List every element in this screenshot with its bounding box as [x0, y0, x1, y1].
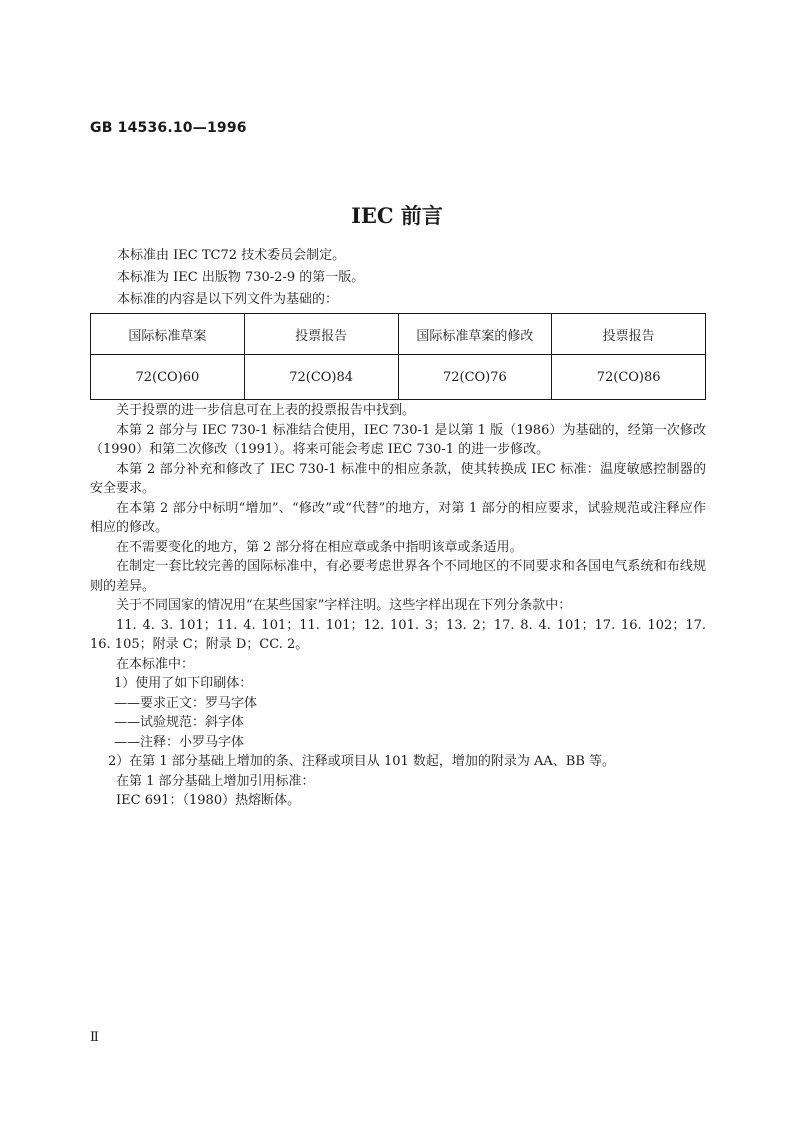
standard-code: GB 14536.10—1996: [90, 120, 247, 136]
list-item: ——试验规范：斜字体: [114, 715, 245, 730]
list-item: ——要求正文：罗马字体: [114, 695, 258, 711]
intro-line: 本标准为 IEC 出版物 730-2-9 的第一版。: [117, 270, 365, 285]
clause-list: 11. 4. 3. 101；11. 4. 101；11. 101；12. 101. 3；13. 2；17. 8. 4. 101；17. 16. 102；17. 16. 105；附录 C；附录 D；CC. 2。: [90, 617, 706, 652]
intro-line: 本标准的内容是以下列文件为基础的：: [117, 292, 339, 307]
table-header-cell: 国际标准草案的修改: [398, 314, 552, 355]
page-number: Ⅱ: [90, 1030, 99, 1045]
table-header-cell: 国际标准草案: [91, 314, 245, 355]
paragraph: 本第 2 部分补充和修改了 IEC 730-1 标准中的相应条款，使其转换成 IEC 标准：温度敏感控制器的安全要求。: [90, 461, 706, 496]
paragraph: 在本标准中：: [116, 656, 195, 672]
table-header-row: [91, 314, 706, 355]
page-title: IEC 前言: [351, 203, 443, 228]
voting-documents-table: [90, 313, 706, 400]
table-header-cell: 投票报告: [552, 314, 706, 355]
paragraph: 在第 1 部分基础上增加引用标准：: [116, 773, 315, 789]
paragraph: 在不需要变化的地方，第 2 部分将在相应章或条中指明该章或条适用。: [116, 539, 523, 555]
list-item: 1）使用了如下印刷体：: [114, 676, 253, 691]
table-cell: 72(CO)60: [91, 355, 245, 400]
paragraph: 关于不同国家的情况用“在某些国家”字样注明。这些字样出现在下列分条款中：: [116, 598, 572, 613]
table-cell: 72(CO)76: [398, 355, 552, 400]
table-cell: 72(CO)86: [552, 355, 706, 400]
body-text: [90, 401, 706, 811]
paragraph: IEC 691：（1980）热熔断体。: [116, 793, 301, 808]
table-row: [91, 355, 706, 400]
list-item: ——注释：小罗马字体: [114, 734, 245, 750]
table-cell: 72(CO)84: [244, 355, 398, 400]
intro-line: 本标准由 IEC TC72 技术委员会制定。: [117, 248, 346, 263]
paragraph: 在本第 2 部分中标明“增加”、“修改”或“代替”的地方，对第 1 部分的相应要求，试验规范或注释应作相应的修改。: [90, 500, 706, 535]
paragraph: 关于投票的进一步信息可在上表的投票报告中找到。: [116, 403, 416, 418]
paragraph: 本第 2 部分与 IEC 730-1 标准结合使用，IEC 730-1 是以第 1 版（1986）为基础的，经第一次修改（1990）和第二次修改（1991）。将来可能会考虑 IEC 730-1 的进一步修改。: [90, 422, 706, 457]
table-header-cell: 投票报告: [244, 314, 398, 355]
intro-block: [117, 245, 364, 311]
list-item: 2）在第 1 部分基础上增加的条、注释或项目从 101 数起，增加的附录为 AA、BB 等。: [108, 754, 616, 769]
paragraph: 在制定一套比较完善的国际标准中，有必要考虑世界各个不同地区的不同要求和各国电气系统和布线规则的差异。: [90, 559, 706, 594]
